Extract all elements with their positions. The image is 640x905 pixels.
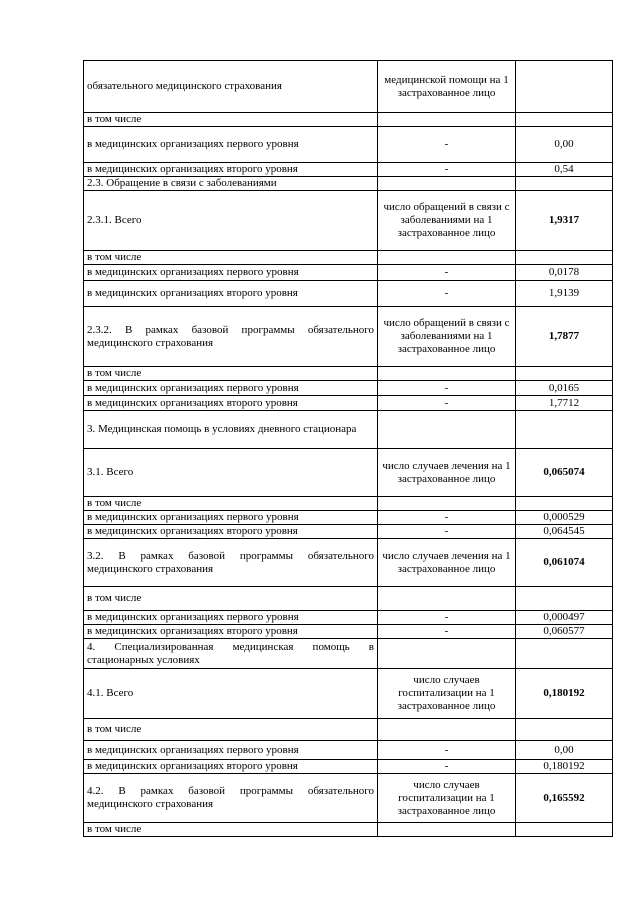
row-value (516, 823, 613, 837)
row-label: в медицинских организациях второго уровня (84, 525, 378, 539)
row-value: 0,180192 (516, 669, 613, 719)
row-value: 0,165592 (516, 774, 613, 823)
row-unit (378, 719, 516, 741)
row-label: 4.1. Всего (84, 669, 378, 719)
row-value: 1,9317 (516, 191, 613, 251)
row-unit: число обращений в связи с заболеваниями на 1 застрахованное лицо (378, 191, 516, 251)
table-row (84, 823, 613, 837)
row-label: в медицинских организациях первого уровня (84, 511, 378, 525)
row-label: в медицинских организациях первого уровня (84, 611, 378, 625)
table-row (84, 61, 613, 113)
table-row (84, 719, 613, 741)
row-label: 3. Медицинская помощь в условиях дневного стационара (84, 411, 378, 449)
row-unit: - (378, 163, 516, 177)
row-label: 3.2. В рамках базовой программы обязательного медицинского страхования (84, 539, 378, 587)
table-row (84, 367, 613, 381)
indicators-table (83, 60, 613, 837)
row-unit: - (378, 525, 516, 539)
table-row (84, 177, 613, 191)
row-label: в медицинских организациях второго уровня (84, 760, 378, 774)
row-unit (378, 251, 516, 265)
row-unit: - (378, 127, 516, 163)
row-label: 2.3.2. В рамках базовой программы обязательного медицинского страхования (84, 307, 378, 367)
row-unit (378, 367, 516, 381)
row-value: 0,061074 (516, 539, 613, 587)
table-row (84, 760, 613, 774)
row-value (516, 411, 613, 449)
table-row (84, 539, 613, 587)
row-unit (378, 823, 516, 837)
row-label: в медицинских организациях первого уровня (84, 127, 378, 163)
row-unit: - (378, 511, 516, 525)
row-label: в медицинских организациях второго уровня (84, 625, 378, 639)
row-value: 0,0178 (516, 265, 613, 281)
row-unit: - (378, 381, 516, 396)
row-label: в том числе (84, 587, 378, 611)
row-label: 3.1. Всего (84, 449, 378, 497)
row-unit: число случаев госпитализации на 1 застрахованное лицо (378, 669, 516, 719)
table-row (84, 741, 613, 760)
row-label: в медицинских организациях второго уровня (84, 281, 378, 307)
table-row (84, 113, 613, 127)
row-unit: - (378, 281, 516, 307)
row-unit: число обращений в связи с заболеваниями на 1 застрахованное лицо (378, 307, 516, 367)
table-row (84, 625, 613, 639)
row-value (516, 251, 613, 265)
row-unit: число случаев лечения на 1 застрахованное лицо (378, 539, 516, 587)
row-label: в медицинских организациях первого уровня (84, 741, 378, 760)
table-row (84, 525, 613, 539)
row-unit: - (378, 741, 516, 760)
row-unit: - (378, 625, 516, 639)
row-unit (378, 113, 516, 127)
table-row (84, 774, 613, 823)
table-row (84, 127, 613, 163)
row-label: в том числе (84, 367, 378, 381)
row-value: 0,00 (516, 741, 613, 760)
table-row (84, 639, 613, 669)
row-value (516, 177, 613, 191)
row-label: в том числе (84, 719, 378, 741)
row-label: 2.3. Обращение в связи с заболеваниями (84, 177, 378, 191)
row-label: обязательного медицинского страхования (84, 61, 378, 113)
row-value (516, 367, 613, 381)
table-row (84, 381, 613, 396)
row-unit (378, 411, 516, 449)
row-value: 0,065074 (516, 449, 613, 497)
row-value (516, 61, 613, 113)
row-value: 1,9139 (516, 281, 613, 307)
row-value (516, 113, 613, 127)
row-value (516, 719, 613, 741)
row-value: 0,00 (516, 127, 613, 163)
row-unit: медицинской помощи на 1 застрахованное лицо (378, 61, 516, 113)
table-row (84, 191, 613, 251)
table-row (84, 396, 613, 411)
row-label: в том числе (84, 497, 378, 511)
row-label: в медицинских организациях первого уровня (84, 381, 378, 396)
row-value: 0,54 (516, 163, 613, 177)
row-value: 0,064545 (516, 525, 613, 539)
row-label: в медицинских организациях второго уровня (84, 163, 378, 177)
row-label: 4.2. В рамках базовой программы обязательного медицинского страхования (84, 774, 378, 823)
row-value: 1,7712 (516, 396, 613, 411)
table-row (84, 251, 613, 265)
row-label: в том числе (84, 823, 378, 837)
row-unit: число случаев госпитализации на 1 застрахованное лицо (378, 774, 516, 823)
row-label: в медицинских организациях второго уровня (84, 396, 378, 411)
table-row (84, 265, 613, 281)
table-row (84, 163, 613, 177)
row-label: в том числе (84, 251, 378, 265)
row-value: 0,000497 (516, 611, 613, 625)
row-label: 2.3.1. Всего (84, 191, 378, 251)
row-unit: число случаев лечения на 1 застрахованное лицо (378, 449, 516, 497)
table-row (84, 449, 613, 497)
row-value: 0,060577 (516, 625, 613, 639)
row-label: 4. Специализированная медицинская помощь в стационарных условиях (84, 639, 378, 669)
row-value: 0,180192 (516, 760, 613, 774)
row-value: 0,000529 (516, 511, 613, 525)
row-unit (378, 639, 516, 669)
row-value: 0,0165 (516, 381, 613, 396)
table-row (84, 587, 613, 611)
row-value: 1,7877 (516, 307, 613, 367)
row-unit: - (378, 396, 516, 411)
row-unit: - (378, 611, 516, 625)
table-row (84, 307, 613, 367)
row-value (516, 587, 613, 611)
row-unit: - (378, 760, 516, 774)
row-unit (378, 497, 516, 511)
table-row (84, 497, 613, 511)
table-row (84, 669, 613, 719)
table-row (84, 611, 613, 625)
row-value (516, 497, 613, 511)
row-unit (378, 587, 516, 611)
row-unit: - (378, 265, 516, 281)
table-row (84, 281, 613, 307)
row-label: в том числе (84, 113, 378, 127)
table-row (84, 511, 613, 525)
row-label: в медицинских организациях первого уровня (84, 265, 378, 281)
row-unit (378, 177, 516, 191)
row-value (516, 639, 613, 669)
table-row (84, 411, 613, 449)
